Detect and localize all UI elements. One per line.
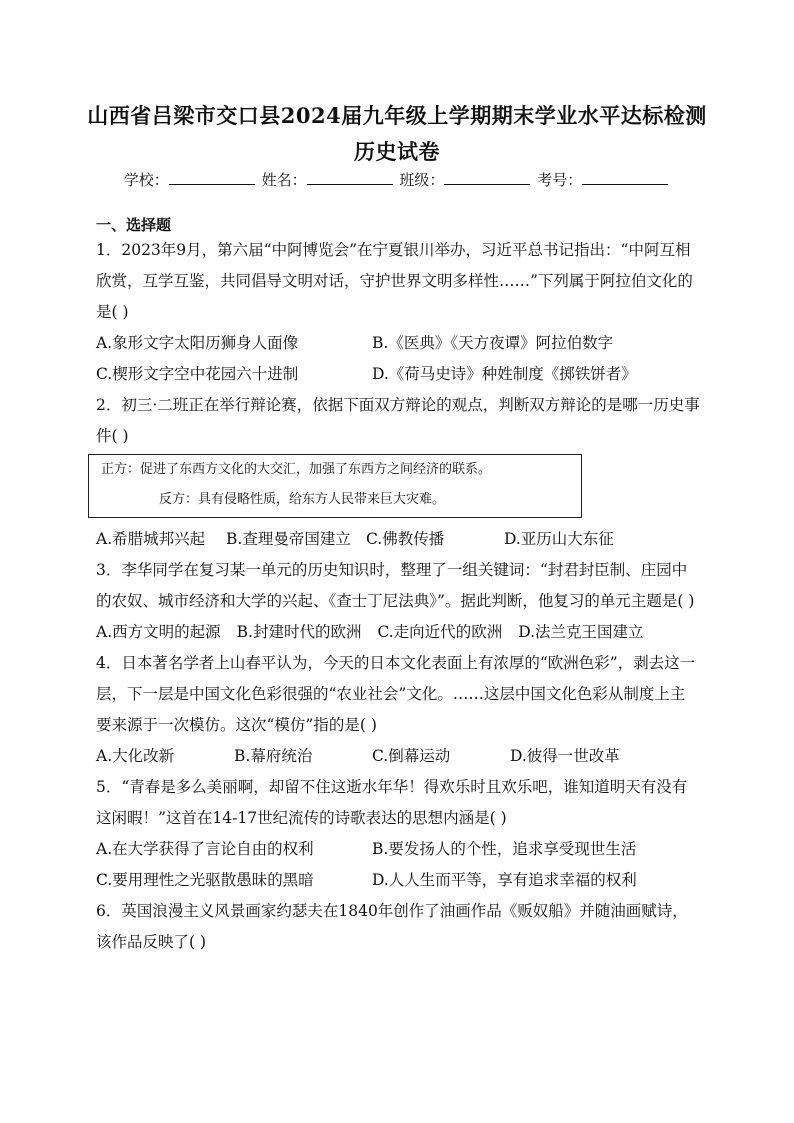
question-3-option-d[interactable]: D.法兰克王国建立 (518, 623, 644, 641)
debate-pro-text: 正方：促进了东西方文化的大交汇，加强了东西方之间经济的联系。 (101, 462, 492, 477)
question-5-option-d[interactable]: D.人人生而平等，享有追求幸福的权利 (372, 871, 637, 889)
exam-number-blank[interactable] (582, 168, 668, 185)
student-info-line (0, 168, 794, 192)
question-3-options (96, 617, 700, 648)
question-5-option-c[interactable]: C.要用理性之光驱散愚昧的黑暗 (96, 871, 314, 889)
class-blank[interactable] (444, 168, 530, 185)
school-blank[interactable] (169, 168, 255, 185)
question-3-stem: 3．李华同学在复习某一单元的历史知识时，整理了一组关键词：“封君封臣制、庄园中的农奴、城市经济和大学的兴起、《查士丁尼法典》”。据此判断，他复习的单元主题是( ) (96, 561, 695, 610)
question-5-options (96, 834, 700, 896)
question-3-option-a[interactable]: A.西方文明的起源 (96, 623, 221, 641)
question-1-option-b[interactable]: B.《医典》《天方夜谭》阿拉伯数字 (372, 334, 614, 352)
question-4-option-d[interactable]: D.彼得一世改革 (510, 747, 620, 765)
school-label: 学校： (123, 171, 169, 189)
question-1-option-a[interactable]: A.象形文字太阳历狮身人面像 (96, 334, 299, 352)
question-1-options (96, 328, 700, 390)
question-1-option-c[interactable]: C.楔形文字空中花园六十进制 (96, 365, 299, 383)
question-6-stem: 6．英国浪漫主义风景画家约瑟夫在1840年创作了油画作品《贩奴船》并随油画赋诗，该作品反映了( ) (96, 902, 688, 951)
question-2-option-b[interactable]: B.查理曼帝国建立 (226, 530, 351, 548)
question-4-stem: 4．日本著名学者上山春平认为，今天的日本文化表面上有浓厚的“欧洲色彩”，剥去这一层，下一层是中国文化色彩很强的“农业社会”文化。……这层中国文化色彩从制度上主要来源于一次模仿。这次“模仿”指的是( ) (96, 654, 696, 734)
name-blank[interactable] (307, 168, 393, 185)
question-2-option-c[interactable]: C.佛教传播 (366, 530, 445, 548)
debate-box (88, 454, 582, 518)
question-5-option-a[interactable]: A.在大学获得了言论自由的权利 (96, 840, 314, 858)
class-label: 班级： (399, 171, 445, 189)
question-2-option-a[interactable]: A.希腊城邦兴起 (96, 530, 206, 548)
exam-number-label: 考号： (537, 171, 583, 189)
question-2-stem: 2．初三·二班正在举行辩论赛，依据下面双方辩论的观点，判断双方辩论的是哪一历史事件( ) (96, 396, 700, 445)
debate-con-text: 反方：具有侵略性质，给东方人民带来巨大灾难。 (159, 492, 446, 507)
question-4-option-a[interactable]: A.大化改新 (96, 747, 175, 765)
question-4-option-c[interactable]: C.倒幕运动 (372, 747, 451, 765)
question-3-option-b[interactable]: B.封建时代的欧洲 (236, 623, 362, 641)
exam-title: 山西省吕梁市交口县2024届九年级上学期期末学业水平达标检测历史试卷 (87, 103, 707, 164)
name-label: 姓名： (261, 171, 307, 189)
question-3-option-c[interactable]: C.走向近代的欧洲 (377, 623, 503, 641)
questions-area (96, 235, 700, 958)
question-5-option-b[interactable]: B.要发扬人的个性，追求享受现世生活 (372, 840, 637, 858)
question-4-option-b[interactable]: B.幕府统治 (234, 747, 313, 765)
question-2-option-d[interactable]: D.亚历山大东征 (504, 530, 614, 548)
section-heading: 一、选择题 (96, 216, 172, 234)
question-5-stem: 5．“青春是多么美丽啊，却留不住这逝水年华！得欢乐时且欢乐吧，谁知道明天有没有这闲暇！”这首在14-17世纪流传的诗歌表达的思想内涵是( ) (96, 778, 688, 827)
question-2-options (96, 524, 700, 555)
question-1-stem: 1．2023年9月，第六届“中阿博览会”在宁夏银川举办，习近平总书记指出：“中阿互相欣赏，互学互鉴，共同倡导文明对话，守护世界文明多样性……”下列属于阿拉伯文化的是( ) (96, 241, 693, 321)
question-1-option-d[interactable]: D.《荷马史诗》种姓制度《掷铁饼者》 (372, 365, 637, 383)
question-4-options (96, 741, 700, 772)
